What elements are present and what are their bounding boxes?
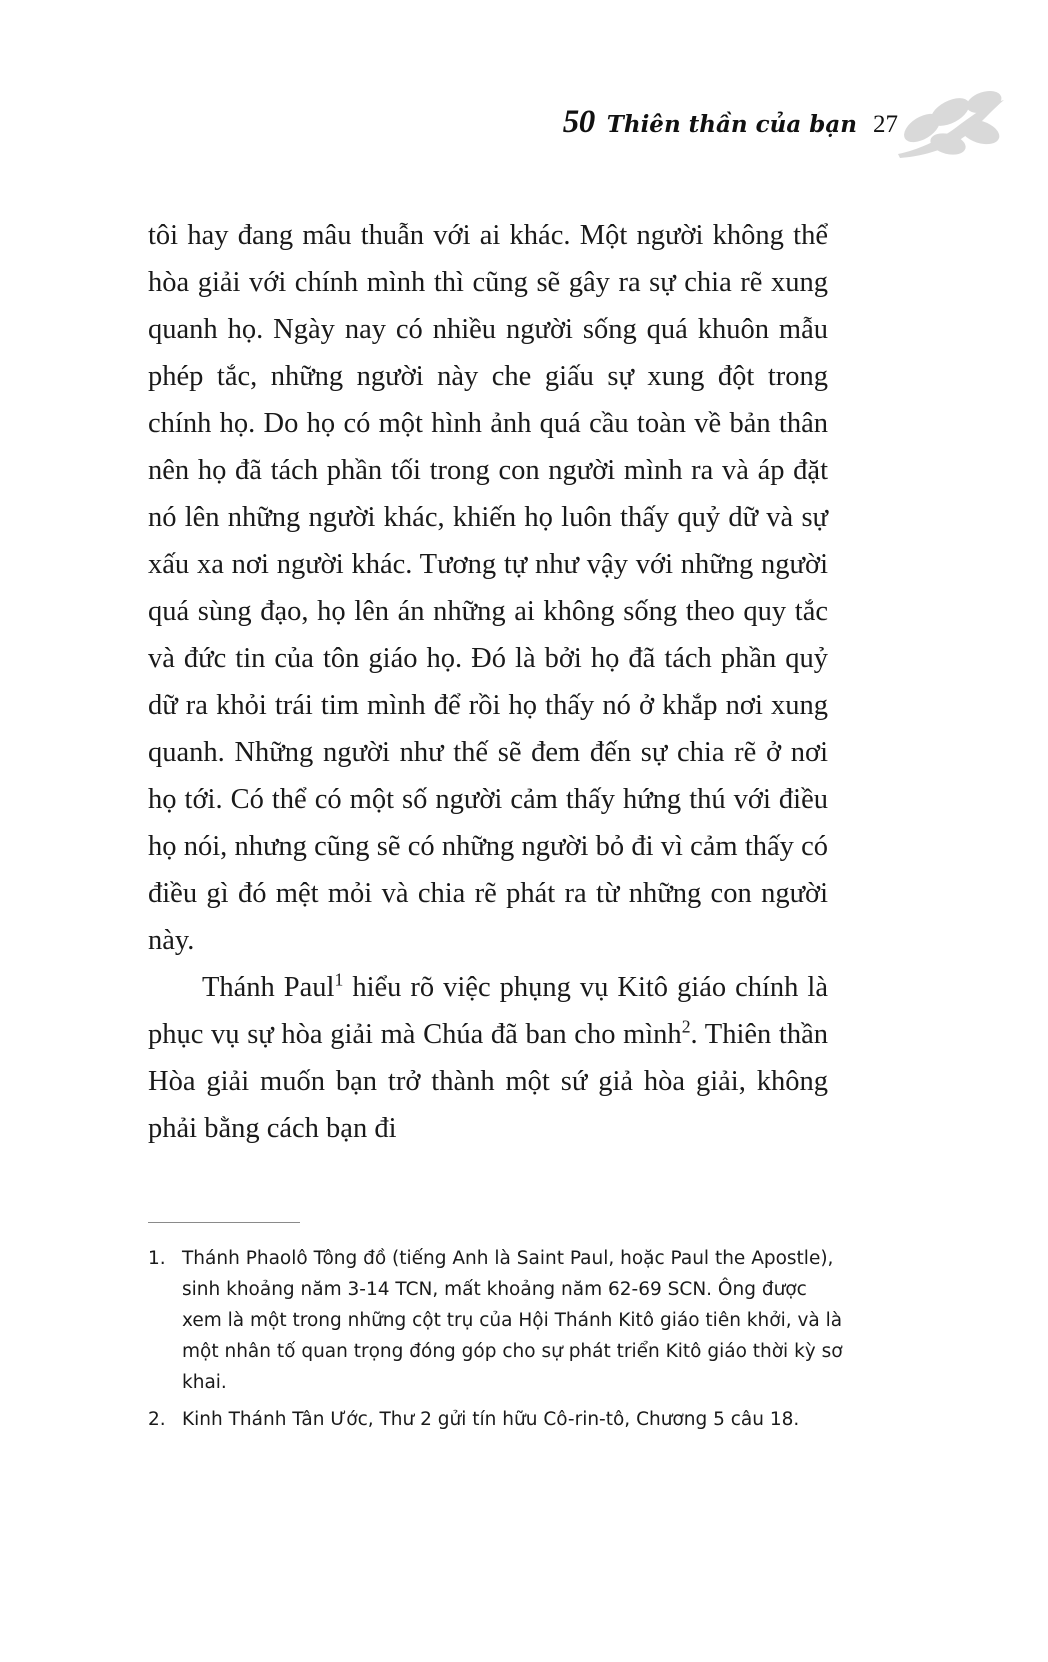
footnote-marker: 1. bbox=[148, 1248, 166, 1269]
running-head-title: Thiên thần của bạn bbox=[606, 111, 857, 138]
paragraph-2-segment-3: . Thiên thần Hòa giải muốn bạn trở thành một sứ giả hòa giải, không phải bằng cách bạn đi bbox=[148, 1019, 828, 1144]
running-head-number: 50 bbox=[562, 104, 595, 140]
footnote-separator-rule bbox=[148, 1222, 300, 1223]
paragraph-2 bbox=[148, 964, 828, 1152]
page-body bbox=[148, 212, 828, 1152]
running-head bbox=[563, 104, 898, 141]
paragraph-1: tôi hay đang mâu thuẫn với ai khác. Một người không thể hòa giải với chính mình thì cũng sẽ gây ra sự chia rẽ xung quanh họ. Ngày nay có nhiều người sống quá khuôn mẫu phép tắc, những người này che giấu sự xung đột trong chính họ. Do họ có một hình ảnh quá cầu toàn về bản thân nên họ đã tách phần tối trong con người mình ra và áp đặt nó lên những người khác, khiến họ luôn thấy quỷ dữ và sự xấu xa nơi người khác. Tương tự như vậy với những người quá sùng đạo, họ lên án những ai không sống theo quy tắc và đức tin của tôn giáo họ. Đó là bởi họ đã tách phần quỷ dữ ra khỏi trái tim mình để rồi họ thấy nó ở khắp nơi xung quanh. Những người như thế sẽ đem đến sự chia rẽ ở nơi họ tới. Có thể có một số người cảm thấy hứng thú với điều họ nói, nhưng cũng sẽ có những người bỏ đi vì cảm thấy có điều gì đó mệt mỏi và chia rẽ phát ra từ những con người này. bbox=[148, 220, 828, 956]
footnote-text: Kinh Thánh Tân Ước, Thư 2 gửi tín hữu Cô-rin-tô, Chương 5 câu 18. bbox=[182, 1409, 800, 1430]
footnote-item bbox=[148, 1404, 848, 1435]
footnote-text: Thánh Phaolô Tông đồ (tiếng Anh là Saint Paul, hoặc Paul the Apostle), sinh khoảng năm 3-14 TCN, mất khoảng năm 62-69 SCN. Ông được xem là một trong những cột trụ của Hội Thánh Kitô giáo tiên khởi, và là một nhân tố quan trọng đóng góp cho sự phát triển Kitô giáo thời kỳ sơ khai. bbox=[182, 1248, 843, 1393]
footnotes-section bbox=[148, 1222, 848, 1441]
page-number: 27 bbox=[873, 111, 898, 138]
footnote-marker: 2. bbox=[148, 1409, 166, 1430]
footnote-ref-1[interactable]: 1 bbox=[334, 969, 344, 990]
footnote-ref-2[interactable]: 2 bbox=[681, 1016, 691, 1037]
footnote-item bbox=[148, 1243, 848, 1398]
paragraph-2-segment-1: Thánh Paul bbox=[202, 972, 335, 1003]
leaf-sprig-icon bbox=[888, 88, 1008, 168]
paragraph-2-segment-2: hiểu rõ việc phụng vụ Kitô giáo chính là phục vụ sự hòa giải mà Chúa đã ban cho mình bbox=[148, 972, 828, 1050]
